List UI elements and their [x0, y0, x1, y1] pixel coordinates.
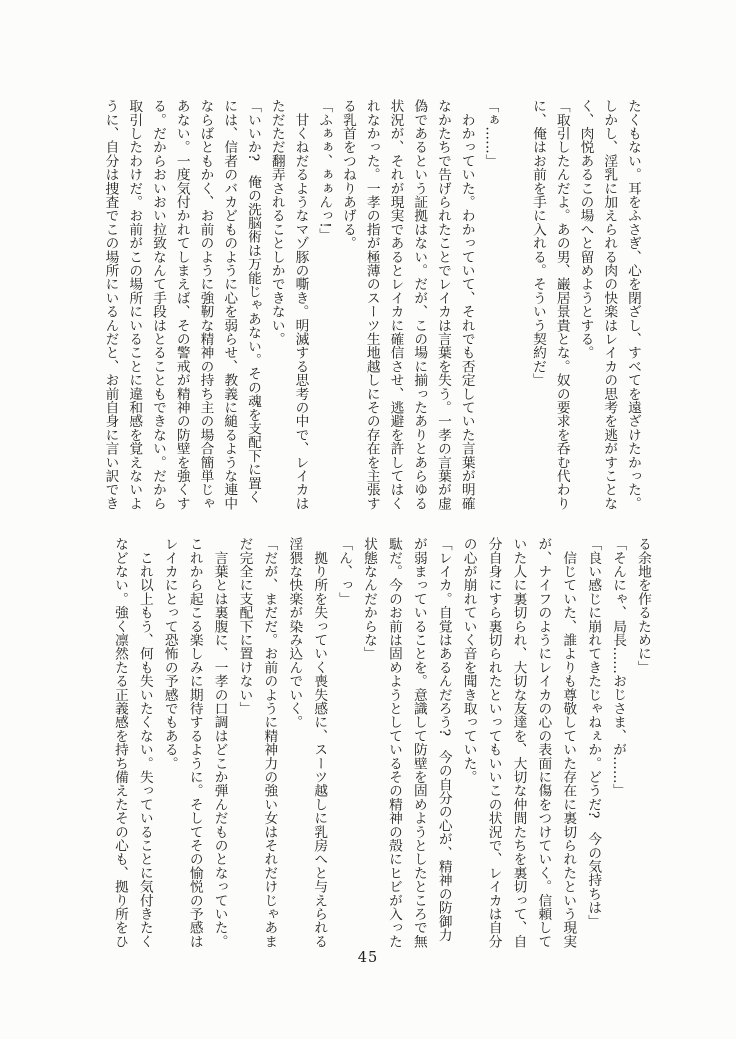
text-line: これから起こる楽しみに期待するように。そしてその愉悦の予感は [186, 537, 203, 948]
text-line: 「レイカ。自覚はあるんだろう? 今の自分の心が、精神の防御力 [435, 537, 452, 942]
text-line: なかたちで告げられたことでレイカは言葉を失う。一孝の言葉が虚 [435, 99, 451, 510]
text-line: 「良い感じに崩れてきたじゃねぇか。どうだ? 今の気持ちは」 [585, 537, 602, 928]
text-line: る乳首をつねりあげる。 [340, 99, 356, 250]
text-line: うに、自分は捜査でこの場所にいるんだと、お前自身に言い訳でき [102, 99, 119, 510]
text-line: あない。一度気付かれてしまえば、その警戒が精神の防壁を強くす [173, 99, 190, 510]
text-block-top [98, 99, 644, 512]
text-line: いた人に裏切られ、大切な友達を、大切な仲間たちを裏切って、自 [510, 537, 527, 948]
text-line: わかっていた。わかっていて、それでも否定していた言葉が明確 [458, 99, 475, 510]
page-number: 45 [357, 950, 379, 966]
text-line: 「取引したんだよ。あの男、巌居景貴とな。奴の要求を呑む代わり [553, 99, 570, 510]
text-line: 「いいか? 俺の洗脳術は万能じゃあない。その魂を支配下に置く [245, 99, 261, 504]
text-line: に、俺はお前を手に入れる。そういう契約だ」 [530, 99, 546, 387]
text-line: しかし、淫乳に加えられる肉の快楽はレイカの思考を逃がすことな [601, 99, 618, 510]
text-line: 「だが、まだだ。お前のように精神力の強い女はそれだけじゃあま [261, 537, 278, 948]
text-line: が、ナイフのようにレイカの心の表面に傷をつけていく。信頼して [535, 537, 552, 948]
text-line: レイカにとって恐怖の予感でもある。 [161, 537, 178, 770]
text-line: 「ふぁぁ、ぁぁんっ!」 [316, 99, 333, 242]
text-line: 甘くねだるようなマゾ豚の嘶き。明滅する思考の中で、レイカは [292, 99, 309, 510]
text-line: 拠り所を失っていく喪失感に、スーツ越しに乳房へと与えられる [311, 537, 328, 948]
text-line: 信じていた、誰よりも尊敬していた存在に裏切られたという現実 [560, 537, 577, 948]
text-line: などない。強く凛然たる正義感を持ち備えたその心も、拠り所をひ [111, 537, 128, 948]
text-line: く、肉悦あるこの場へと留めようとする。 [577, 99, 594, 360]
text-line: る。だからおいおい拉致なんて手段はとることもできない。だから [150, 99, 166, 510]
text-line: ならばともかく、お前のように強靭な精神の持ち主の場合簡単じゃ [197, 99, 214, 510]
text-line: 言葉とは裏腹に、一孝の口調はどこか弾んだものとなっていた。 [211, 537, 228, 948]
text-line: ただただ翻弄されることしかできない。 [268, 99, 285, 346]
text-line: 「ぁ……」 [482, 99, 499, 168]
text-line: れなかった。一孝の指が極薄のスーツ生地越しにその存在を主張す [363, 99, 380, 510]
text-line: 駄だ。今のお前は固めようとしているその精神の殻にヒビが入った [385, 537, 402, 948]
text-line [502, 99, 526, 512]
text-line: が弱まっていることを。意識して防壁を固めようとしたところで無 [410, 537, 427, 948]
text-line: 状態なんだからな」 [361, 537, 378, 661]
text-line: 「そんにゃ、局長……おじさま、が……」 [610, 537, 627, 798]
text-line: る余地を作るために」 [635, 537, 651, 674]
text-line: の心が崩れていく音を聞き取っていた。 [460, 537, 477, 784]
text-line: 「ん、っ」 [336, 537, 353, 606]
text-line: たくもない。耳をふさぎ、心を閉ざし、すべてを遠ざけたかった。 [625, 99, 641, 510]
text-line: 淫猥な快楽が染み込んでいく。 [286, 537, 303, 729]
text-line: 取引したわけだ。お前がこの場所にいることに違和感を覚えないよ [126, 99, 143, 510]
text-block-bottom [107, 537, 655, 950]
text-line: 偽であるという証拠はない。だが、この場に揃ったありとあらゆる [411, 99, 428, 510]
text-line: 分自身にすら裏切られたといってもいいこの状況で、レイカは自分 [485, 537, 502, 948]
text-line: 状況が、それが現実であるとレイカに確信させ、逃避を許してはく [387, 99, 404, 510]
text-line: には、信者のバカどものように心を弱らせ、教義に縋るような連中 [221, 99, 238, 510]
text-line: これ以上もう、何も失いたくない。失っていることに気付きたく [136, 537, 153, 948]
text-line: だ完全に支配下に置けない」 [236, 537, 253, 716]
